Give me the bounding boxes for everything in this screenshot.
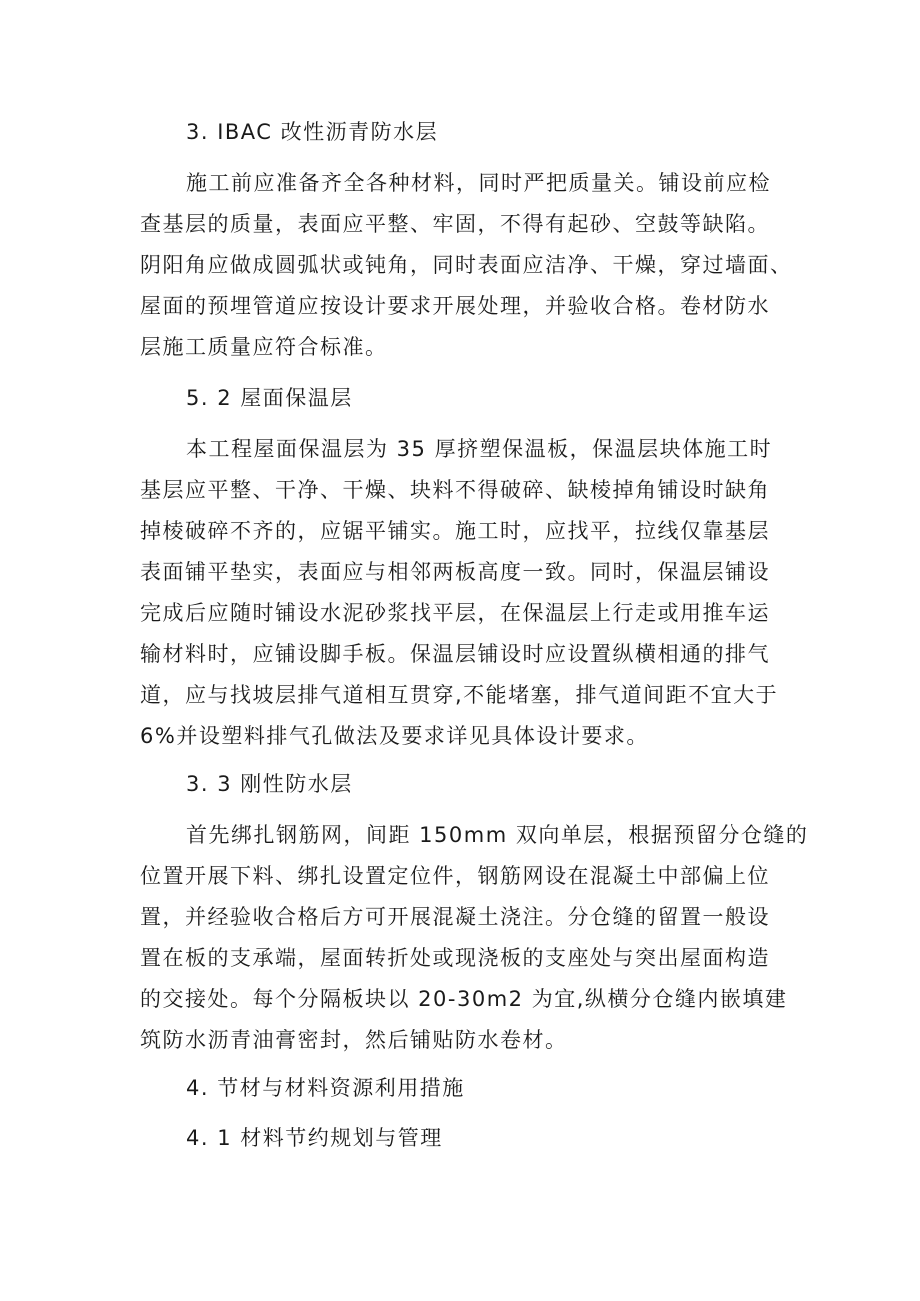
paragraph-line: 置在板的支承端，屋面转折处或现浇板的支座处与突出屋面构造 (140, 946, 770, 970)
section-heading-material-saving: 4. 节材与材料资源利用措施 (186, 1076, 465, 1100)
paragraph-line: 输材料时，应铺设脚手板。保温层铺设时应设置纵横相通的排气 (140, 642, 770, 666)
paragraph-line: 首先绑扎钢筋网，间距 150mm 双向单层，根据预留分仓缝的 (186, 823, 809, 847)
paragraph-line: 基层应平整、干净、干燥、块料不得破碎、缺棱掉角铺设时缺角 (140, 478, 770, 502)
section-heading-roof-insulation: 5. 2 屋面保温层 (186, 386, 353, 410)
section-heading-material-planning: 4. 1 材料节约规划与管理 (186, 1126, 443, 1150)
paragraph-line: 置，并经验收合格后方可开展混凝土浇注。分仓缝的留置一般设 (140, 905, 770, 929)
paragraph-line: 施工前应准备齐全各种材料，同时严把质量关。铺设前应检 (186, 171, 771, 195)
paragraph-line: 阴阳角应做成圆弧状或钝角，同时表面应洁净、干燥，穿过墙面、 (140, 253, 793, 277)
section-heading-ibac: 3. IBAC 改性沥青防水层 (186, 120, 439, 144)
paragraph-line: 6%并设塑料排气孔做法及要求详见具体设计要求。 (140, 724, 649, 748)
paragraph-line: 表面铺平垫实，表面应与相邻两板高度一致。同时，保温层铺设 (140, 560, 770, 584)
paragraph-line: 掉棱破碎不齐的，应锯平铺实。施工时，应找平，拉线仅靠基层 (140, 519, 770, 543)
paragraph-line: 查基层的质量，表面应平整、牢固，不得有起砂、空鼓等缺陷。 (140, 212, 770, 236)
paragraph-line: 道，应与找坡层排气道相互贯穿,不能堵塞，排气道间距不宜大于 (140, 683, 779, 707)
paragraph-line: 的交接处。每个分隔板块以 20-30m2 为宜,纵横分仓缝内嵌填建 (140, 987, 788, 1011)
paragraph-line: 完成后应随时铺设水泥砂浆找平层，在保温层上行走或用推车运 (140, 601, 770, 625)
paragraph-line: 层施工质量应符合标准。 (140, 335, 388, 359)
paragraph-line: 本工程屋面保温层为 35 厚挤塑保温板，保温层块体施工时 (186, 437, 773, 461)
paragraph-line: 位置开展下料、绑扎设置定位件，钢筋网设在混凝土中部偏上位 (140, 864, 770, 888)
paragraph-line: 屋面的预埋管道应按设计要求开展处理，并验收合格。卷材防水 (140, 294, 770, 318)
paragraph-line: 筑防水沥青油膏密封，然后铺贴防水卷材。 (140, 1028, 568, 1052)
section-heading-rigid-waterproof: 3. 3 刚性防水层 (186, 772, 353, 796)
